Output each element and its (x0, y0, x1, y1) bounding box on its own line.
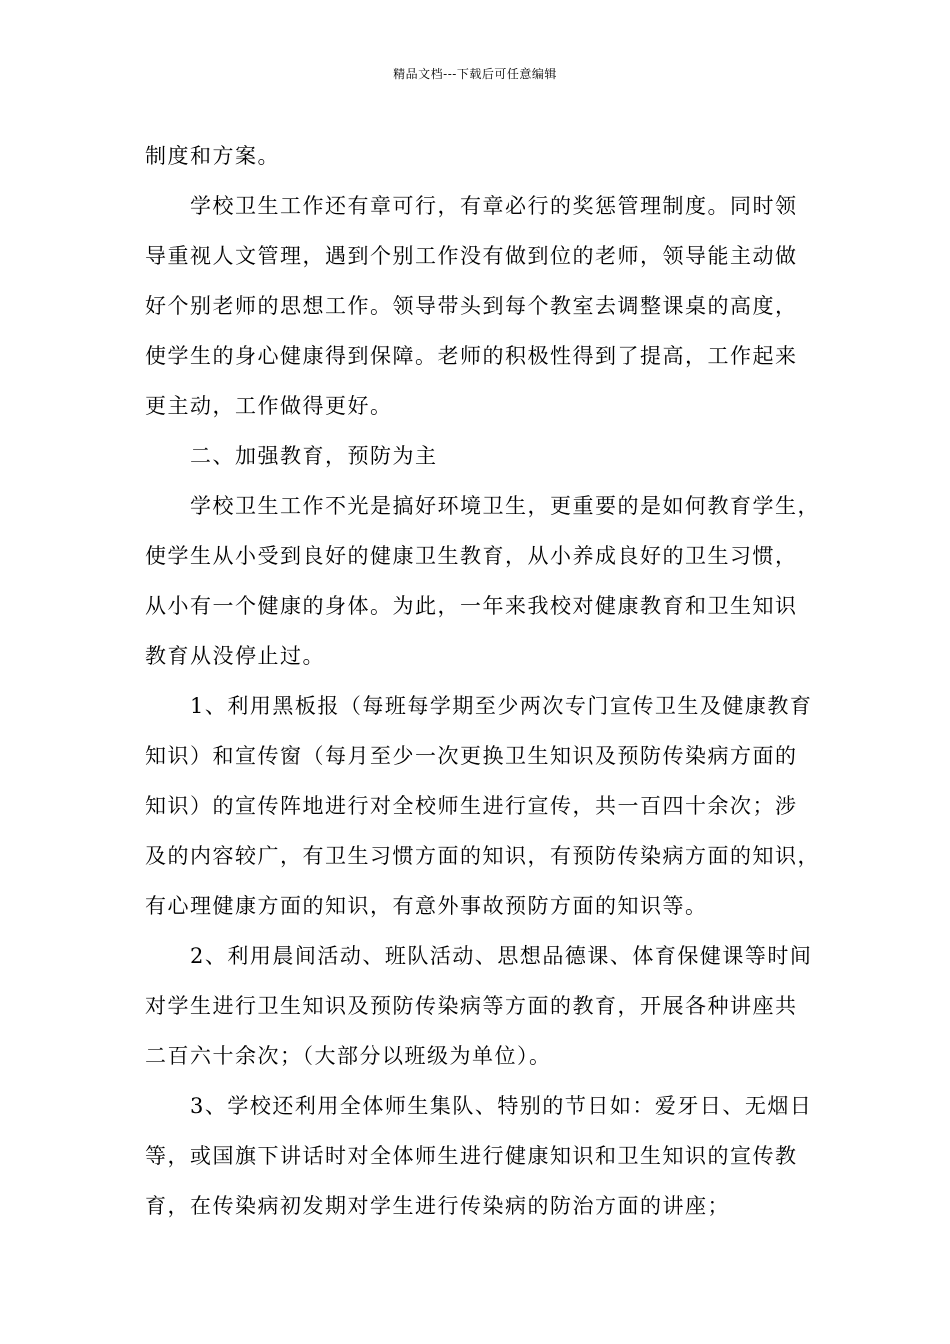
text-line: 好个别老师的思想工作。领导带头到每个教室去调整课桌的高度， (145, 294, 798, 318)
text-line: 2、利用晨间活动、班队活动、思想品德课、体育保健课等时间 (190, 944, 813, 968)
text-line: 制度和方案。 (145, 144, 280, 168)
text-line: 使学生的身心健康得到保障。老师的积极性得到了提高，工作起来 (145, 344, 798, 368)
text-line: 二百六十余次；（大部分以班级为单位）。 (145, 1044, 552, 1068)
document-body (145, 131, 821, 1231)
page-header: 精品文档---下载后可任意编辑 (393, 67, 557, 81)
text-line: 有心理健康方面的知识，有意外事故预防方面的知识等。 (145, 894, 708, 918)
paragraph (145, 681, 821, 931)
text-line: 导重视人文管理，遇到个别工作没有做到位的老师，领导能主动做 (145, 244, 798, 268)
text-line: 育，在传染病初发期对学生进行传染病的防治方面的讲座； (145, 1194, 730, 1218)
text-line: 知识）和宣传窗（每月至少一次更换卫生知识及预防传染病方面的 (145, 744, 798, 768)
text-line: 等，或国旗下讲话时对全体师生进行健康知识和卫生知识的宣传教 (145, 1144, 798, 1168)
paragraph (145, 481, 821, 681)
text-line: 3、学校还利用全体师生集队、特别的节日如：爱牙日、无烟日 (190, 1094, 813, 1118)
section-heading (145, 431, 821, 481)
paragraph (145, 181, 821, 431)
text-line: 及的内容较广，有卫生习惯方面的知识，有预防传染病方面的知识， (145, 844, 820, 868)
text-line: 教育从没停止过。 (145, 644, 325, 668)
paragraph (145, 1081, 821, 1231)
text-line: 对学生进行卫生知识及预防传染病等方面的教育，开展各种讲座共 (145, 994, 798, 1018)
paragraph (145, 931, 821, 1081)
text-line: 更主动，工作做得更好。 (145, 394, 393, 418)
paragraph (145, 131, 821, 181)
text-line: 从小有一个健康的身体。为此，一年来我校对健康教育和卫生知识 (145, 594, 798, 618)
text-line: 学校卫生工作还有章可行，有章必行的奖惩管理制度。同时领 (190, 194, 798, 218)
text-line: 1、利用黑板报（每班每学期至少两次专门宣传卫生及健康教育 (190, 694, 813, 718)
text-line: 学校卫生工作不光是搞好环境卫生，更重要的是如何教育学生， (190, 494, 820, 518)
text-line: 知识）的宣传阵地进行对全校师生进行宣传，共一百四十余次；涉 (145, 794, 798, 818)
text-line: 使学生从小受到良好的健康卫生教育，从小养成良好的卫生习惯， (145, 544, 798, 568)
text-line: 二、加强教育，预防为主 (190, 444, 438, 468)
